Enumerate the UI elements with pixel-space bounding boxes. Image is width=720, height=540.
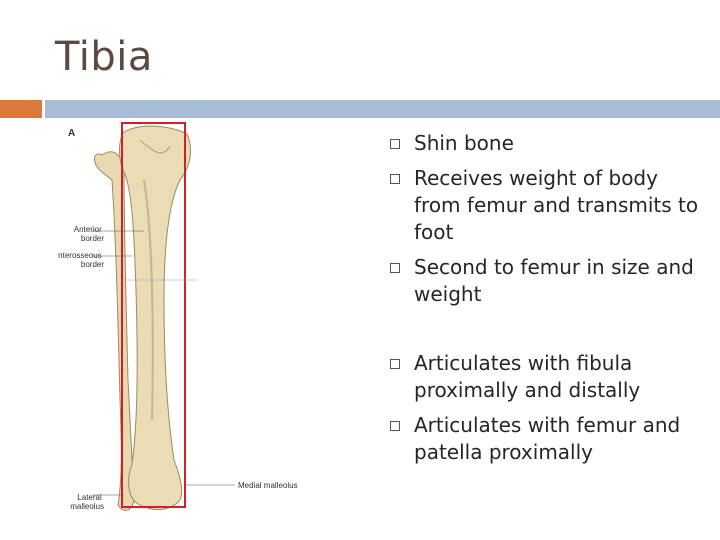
bullet-text: Shin bone [414,131,514,155]
interosseous-border-label-line2: border [80,260,104,269]
square-bullet-icon [390,174,400,184]
bullet-item [390,412,710,466]
header-band [45,100,720,118]
bullet-item [390,254,710,308]
square-bullet-icon [390,359,400,369]
slide-title: Tibia [55,34,153,80]
anterior-border-label-line1: Anterior [73,225,102,234]
svg-text:Anterior border [74,225,105,243]
bullet-item [390,350,710,404]
panel-letter: A [68,128,76,139]
bullet-item [390,130,710,157]
svg-text:nterosseous border [58,251,104,269]
bullet-text: Receives weight of body from femur and transmits to foot [414,166,699,244]
lateral-malleolus-label-line2: malleolus [70,502,104,511]
bullet-text: Articulates with femur and patella proximally [414,413,681,464]
medial-malleolus-label: Medial malleolus [238,481,298,490]
bullet-list [390,130,710,466]
square-bullet-icon [390,263,400,273]
square-bullet-icon [390,421,400,431]
fibula-bone [95,152,135,511]
tibia-fibula-illustration [52,120,352,520]
square-bullet-icon [390,139,400,149]
interosseous-border-label-line1: nterosseous [58,251,102,260]
anterior-border-label-line2: border [80,234,104,243]
bullet-text: Articulates with fibula proximally and distally [414,351,641,402]
bullet-text: Second to femur in size and weight [414,255,694,306]
svg-text:Lateral malleolus [70,493,104,511]
lateral-malleolus-label-line1: Lateral [77,493,102,502]
accent-band [0,100,42,118]
bullet-item [390,165,710,246]
